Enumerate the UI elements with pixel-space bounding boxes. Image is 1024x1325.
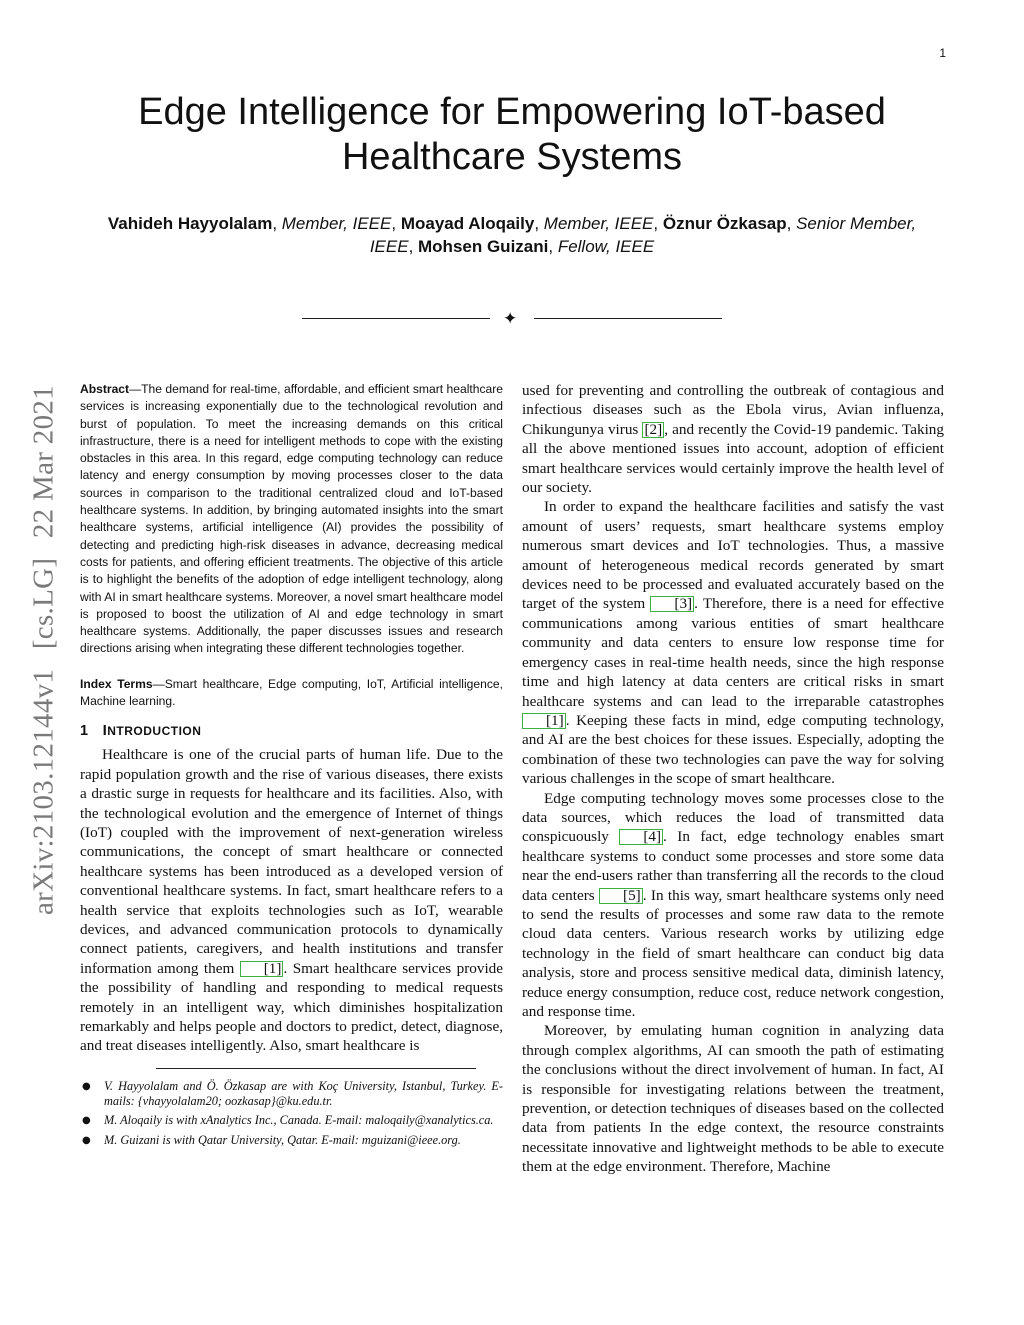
section-title-rest: NTRODUCTION (107, 724, 202, 739)
paragraph-text: , and recently the Covid-19 pandemic. Taking all the above mentioned issues into account, adoption of efficient smart healthcare services would certainly improve the health level of our society. (522, 420, 944, 497)
paragraph-text: . In fact, edge technology enables smart healthcare systems to conduct some processes and store some data near the end-users rather than transferring all the records to the cloud data centers (522, 828, 944, 904)
arxiv-identifier-stamp (28, 379, 61, 921)
author-role: Fellow, IEEE (557, 237, 655, 256)
citation-link[interactable]: [3] (650, 596, 694, 612)
paragraph-text: . Keeping these facts in mind, edge computing technology, and AI are the best choices for these issues. Especially, adopting the combination of these two technologies can pave the way for solving various challenges in the scope of smart healthcare. (522, 711, 944, 788)
body-paragraph (522, 1021, 944, 1176)
section-number: 1 (80, 723, 89, 740)
bullet-icon: ● (82, 1115, 91, 1127)
footnote-item (80, 1079, 503, 1110)
paragraph-text: . Therefore, there is a need for effective communications among various entities of smart healthcare community and data centers to ensure low response time for emergency cases in real-time health needs, since the high response time and high latency at data centers are critical risks in smart healthcare systems and can lead to the irreparable catastrophes (522, 595, 944, 710)
footnote-item (80, 1113, 503, 1128)
author-role: Member, IEEE (281, 214, 392, 233)
arxiv-date: 22 Mar 2021 (27, 385, 60, 539)
section-title-initial: I (102, 722, 108, 740)
index-terms (80, 676, 503, 711)
paragraph-text: Moreover, by emulating human cognition in analyzing data through complex algorithms, AI can smooth the path of estimating the conclusions without the direct involvement of human. In fact, AI is responsible for investigating relations between the treatment, prevention, or detection techniques of diseases based on the collected data from patients In the edge context, the resource constraints necessitate innovative and lightweight methods to be able to execute them at the edge environment. Therefore, Machine (522, 1022, 944, 1176)
footnote-item (80, 1133, 503, 1148)
paragraph-text: used for preventing and controlling the outbreak of contagious and infectious diseases such as the Ebola virus, Avian influenza, Chikungunya virus (522, 382, 944, 438)
body-paragraph (522, 789, 944, 1022)
title-line-2: Healthcare Systems (341, 136, 682, 178)
abstract-text: —The demand for real-time, affordable, and efficient smart healthcare services is increasing exponentially due to the technological revolution and burst of population. To meet the increasing demands on this critical infrastructure, there is a need for intelligent methods to cope with the existing obstacles in this area. In this regard, edge computing technology can reduce latency and energy consumption by moving processes closer to the data sources in comparison to the traditional centralized cloud and IoT-based healthcare systems. In addition, by bringing automated insights into the smart healthcare systems, artificial intelligence (AI) provides the possibility of detecting and predicting high-risk diseases in advance, decreasing medical costs for patients, and offering efficient treatments. The objective of this article is to highlight the benefits of the adoption of edge intelligent technology, along with AI in smart healthcare systems. Moreover, a novel smart healthcare model is proposed to boost the utilization of AI and edge technology in smart healthcare systems. Additionally, the paper discusses issues and research directions arising when integrating these different technologies together. (80, 382, 503, 656)
paragraph-text: Healthcare is one of the crucial parts of human life. Due to the rapid population growth and the rise of various diseases, there exists a drastic surge in requests for healthcare and its facilities. Also, with the technological evolution and the emergence of Internet of things (IoT) coupled with the improvement of next-generation wireless communications, the concept of smart healthcare or connected healthcare systems has been introduced as a developed version of conventional healthcare systems. In fact, smart healthcare refers to a health service that exploits technologies such as IoT, wearable devices, and advanced communication protocols to dynamically connect patients, caregivers, and health institutions and transfer information among them (80, 746, 503, 977)
paragraph-text: Edge computing technology moves some processes close to the data sources, which reduces the load of transmitted data conspicuously (522, 789, 944, 846)
author-name: Moayad Aloqaily (400, 214, 535, 233)
left-column (80, 381, 503, 1152)
paper-title (100, 90, 924, 180)
separator-rule-right (534, 318, 722, 319)
footnote-text: M. Aloqaily is with xAnalytics Inc., Canada. E-mail: maloqaily@xanalytics.ca. (104, 1113, 494, 1128)
title-line-1: Edge Intelligence for Empowering IoT-based (138, 91, 886, 133)
separator-rule-left (302, 318, 490, 319)
footnote-divider (156, 1068, 476, 1069)
paragraph-text: . In this way, smart healthcare systems only need to send the results of processes and some raw data to the remote cloud data centers. Various research works by utilizing edge technology in the field of smart healthcare can conduct big data analysis, store and process sensitive medical data, diminish latency, reduce energy consumption, reduce cost, reduce network congestion, and response time. (522, 886, 944, 1020)
abstract-label: Abstract (80, 382, 130, 396)
citation-link[interactable]: [5] (599, 888, 643, 904)
author-role: Senior Member, IEEE (369, 214, 917, 256)
page-number: 1 (939, 46, 946, 60)
body-paragraph (522, 497, 944, 788)
citation-link[interactable]: [1] (522, 713, 566, 729)
citation-link[interactable]: [1] (240, 961, 284, 977)
right-column (522, 381, 944, 1177)
citation-link[interactable]: [2] (644, 420, 663, 438)
index-terms-text: —Smart healthcare, Edge computing, IoT, Artificial intelligence, Machine learning. (80, 676, 503, 709)
author-list: Vahideh Hayyolalam, Member, IEEE, Moayad Aloqaily, Member, IEEE, Öznur Özkasap, Senior Member, IEEE, Mohsen Guizani, Fellow, IEEE (107, 214, 917, 256)
body-paragraph-continued (522, 381, 944, 497)
title-separator (302, 309, 722, 329)
footnote-text: M. Guizani is with Qatar University, Qatar. E-mail: mguizani@ieee.org. (104, 1132, 461, 1147)
author-name: Mohsen Guizani (418, 237, 549, 256)
paragraph-text: . Smart healthcare services provide the possibility of handling and responding to medical requests remotely in an intelligent way, which diminishes hospitalization remarkably and helps people and doctors to predict, detect, diagnose, and treat diseases intelligently. Also, smart healthcare is (80, 959, 503, 1055)
arxiv-id: arXiv:2103.12144v1 (27, 668, 60, 915)
bullet-icon: ● (82, 1080, 91, 1092)
intro-paragraph-1 (80, 745, 503, 1056)
abstract (80, 381, 503, 658)
bullet-icon: ● (82, 1134, 91, 1146)
index-terms-label: Index Terms (80, 676, 153, 691)
author-role: Member, IEEE (543, 214, 654, 233)
footnote-text: V. Hayyolalam and Ö. Özkasap are with Koç University, Istanbul, Turkey. E-mails: {vhayyolalam20; oozkasap}@ku.edu.tr. (104, 1078, 503, 1109)
author-affiliation-footnotes (80, 1079, 503, 1148)
paragraph-text: In order to expand the healthcare facilities and satisfy the vast amount of users’ requests, smart healthcare systems employ numerous smart devices and IoT technologies. Thus, a massive amount of heterogeneous medical records generated by smart devices need to be processed and evaluated accurately based on the target of the system (522, 498, 944, 613)
section-heading-introduction (80, 722, 503, 739)
arxiv-category: [cs.LG] (27, 557, 60, 650)
citation-link[interactable]: [4] (619, 829, 663, 845)
author-name: Vahideh Hayyolalam (107, 214, 273, 233)
diamond-ornament-icon: ✦ (503, 309, 518, 329)
author-name: Öznur Özkasap (662, 214, 787, 233)
